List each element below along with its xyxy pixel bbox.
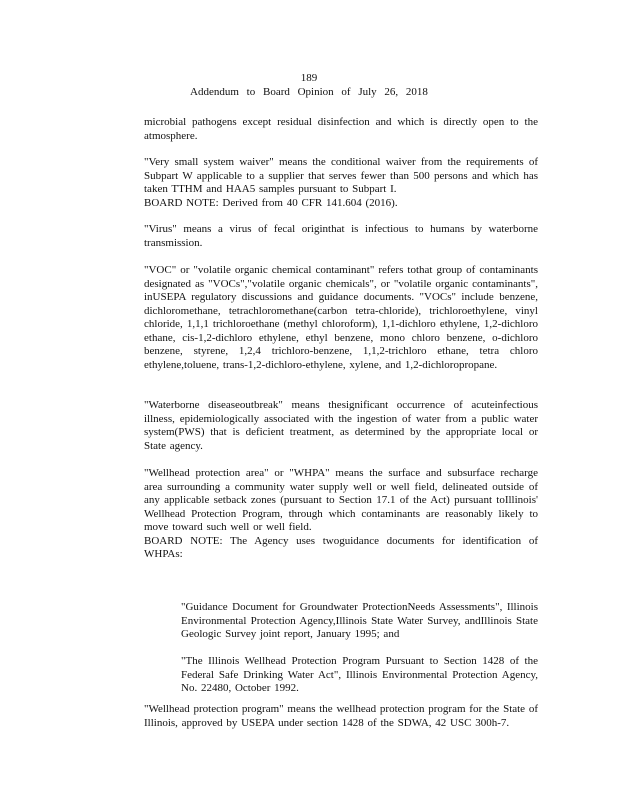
quoted-guidance-document-2 [181, 644, 538, 707]
board-note: BOARD NOTE: The Agency uses twoguidance documents for identification of WHPAs: [144, 534, 538, 560]
paragraph-text: "The Illinois Wellhead Protection Program Pursuant to Section 1428 of the Federal Safe Drinking Water Act", Illinois Environmental Protection Agency, No. 22480, October 1992. [181, 655, 538, 694]
paragraph-microbial [144, 116, 538, 143]
paragraph-text: "Wellhead protection program" means the wellhead protection program for the State of Illinois, approved by USEPA under section 1428 of the SDWA, 42 USC 300h-7. [144, 703, 538, 729]
paragraph-text: "Guidance Document for Groundwater ProtectionNeeds Assessments", Illinois Environmental Protection Agency,Illinois State Water Survey, andIllinois State Geologic Survey joint report, January 1995; and [181, 601, 538, 640]
definition-voc [144, 264, 538, 372]
paragraph-text: "Wellhead protection area" or "WHPA" means the surface and subsurface recharge area surrounding a community water supply well or well field, delineated outside of any applicable setback zones (pursuant to Section 17.1 of the Act) pursuant toIllinois' Wellhead Protection Program, through which contaminants are reasonably likely to move toward such well or well field. [144, 467, 538, 533]
definition-very-small-system-waiver [144, 156, 538, 210]
board-note: BOARD NOTE: Derived from 40 CFR 141.604 (2016). [144, 196, 398, 209]
paragraph-text: "VOC" or "volatile organic chemical contaminant" refers tothat group of contaminants designated as "VOCs","volatile organic chemicals", or "volatile organic contaminants", inUSEPA regulatory discussions and guidance documents. "VOCs" include benzene, dichloromethane, tetrachloromethane(carbon tetra-chloride), trichloroethylene, vinyl chloride, 1,1,1 trichloroethane (methyl chloroform), 1,1-dichloro ethylene, 1,2-dichloro ethane, cis-1,2-dichloro ethylene, ethyl benzene, mono chloro benzene, o-dichloro benzene, styrene, 1,2,4 trichloro-benzene, 1,1,2-trichloro ethane, tetra chloro ethylene,toluene, trans-1,2-dichloro-ethylene, xylene, and 1,2-dichloropropane. [144, 264, 538, 371]
paragraph-text: "Waterborne diseaseoutbreak" means thesignificant occurrence of acuteinfectious illness, epidemiologically associated with the ingestion of water from a public water system(PWS) that is deficient treatment, as determined by the appropriate local or State agency. [144, 399, 538, 452]
page-subtitle: Addendum to Board Opinion of July 26, 2018 [190, 86, 428, 98]
page-number: 189 [300, 72, 318, 84]
paragraph-text: "Very small system waiver" means the conditional waiver from the requirements of Subpart W applicable to a supplier that serves fewer than 500 persons and which has taken TTHM and HAA5 samples pursuant to Subpart I. [144, 156, 538, 195]
definition-wellhead-protection-area [144, 467, 538, 562]
definition-waterborne-disease-outbreak [144, 399, 538, 453]
definition-wellhead-protection-program [144, 703, 538, 730]
definition-virus [144, 223, 538, 250]
paragraph-text: "Virus" means a virus of fecal originthat is infectious to humans by waterborne transmission. [144, 223, 538, 249]
paragraph-text: microbial pathogens except residual disinfection and which is directly open to the atmosphere. [144, 116, 538, 142]
